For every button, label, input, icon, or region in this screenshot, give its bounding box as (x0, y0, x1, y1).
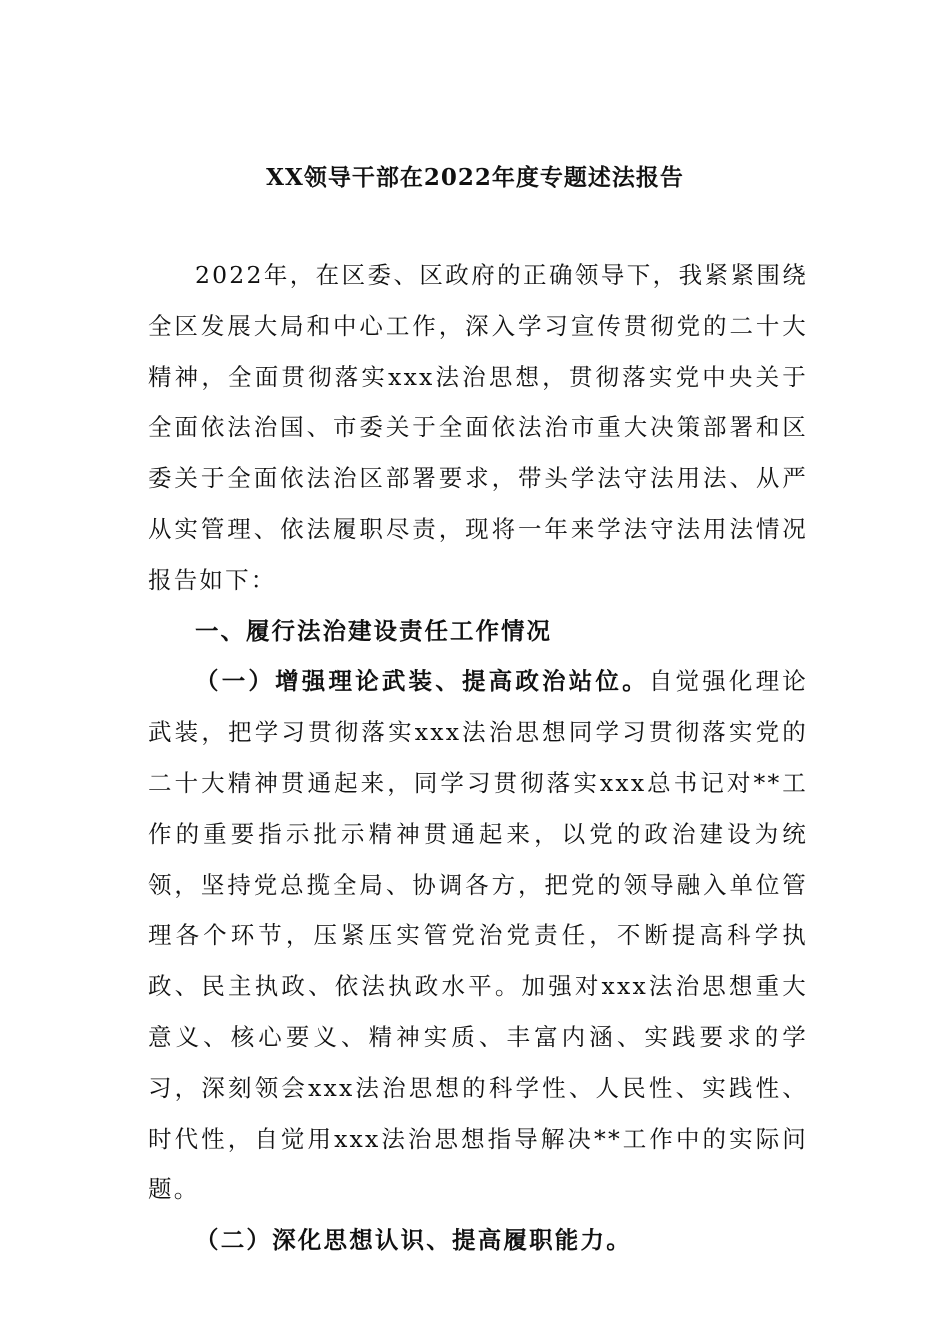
item-2-heading: （二）深化思想认识、提高履职能力。 (195, 1226, 632, 1255)
intro-paragraph: 2022年，在区委、区政府的正确领导下，我紧紧围绕全区发展大局和中心工作，深入学习宣传贯彻党的二十大精神，全面贯彻落实xxx法治思想，贯彻落实党中央关于全面依法治国、市委关于全面依法治市重大决策部署和区委关于全面依法治区部署要求，带头学法守法用法、从严从实管理、依法履职尽责，现将一年来学法守法用法情况报告如下： (148, 261, 808, 594)
item-1-lead: （一）增强理论武装、提高政治站位。 (195, 667, 649, 696)
section-1-heading: 一、履行法治建设责任工作情况 (195, 616, 552, 645)
item-1-body: 自觉强化理论武装，把学习贯彻落实xxx法治思想同学习贯彻落实党的二十大精神贯通起来，同学习贯彻落实xxx总书记对**工作的重要指示批示精神贯通起来，以党的政治建设为统领，坚持党总揽全局、协调各方，把党的领导融入单位管理各个环节，压紧压实管党治党责任，不断提高科学执政、民主执政、依法执政水平。加强对xxx法治思想重大意义、核心要义、精神实质、丰富内涵、实践要求的学习，深刻领会xxx法治思想的科学性、人民性、实践性、时代性，自觉用xxx法治思想指导解决**工作中的实际问题。 (148, 667, 809, 1204)
document-body (148, 250, 808, 1266)
document-title: XX领导干部在2022年度专题述法报告 (266, 164, 684, 191)
item-1-paragraph (148, 656, 808, 1215)
